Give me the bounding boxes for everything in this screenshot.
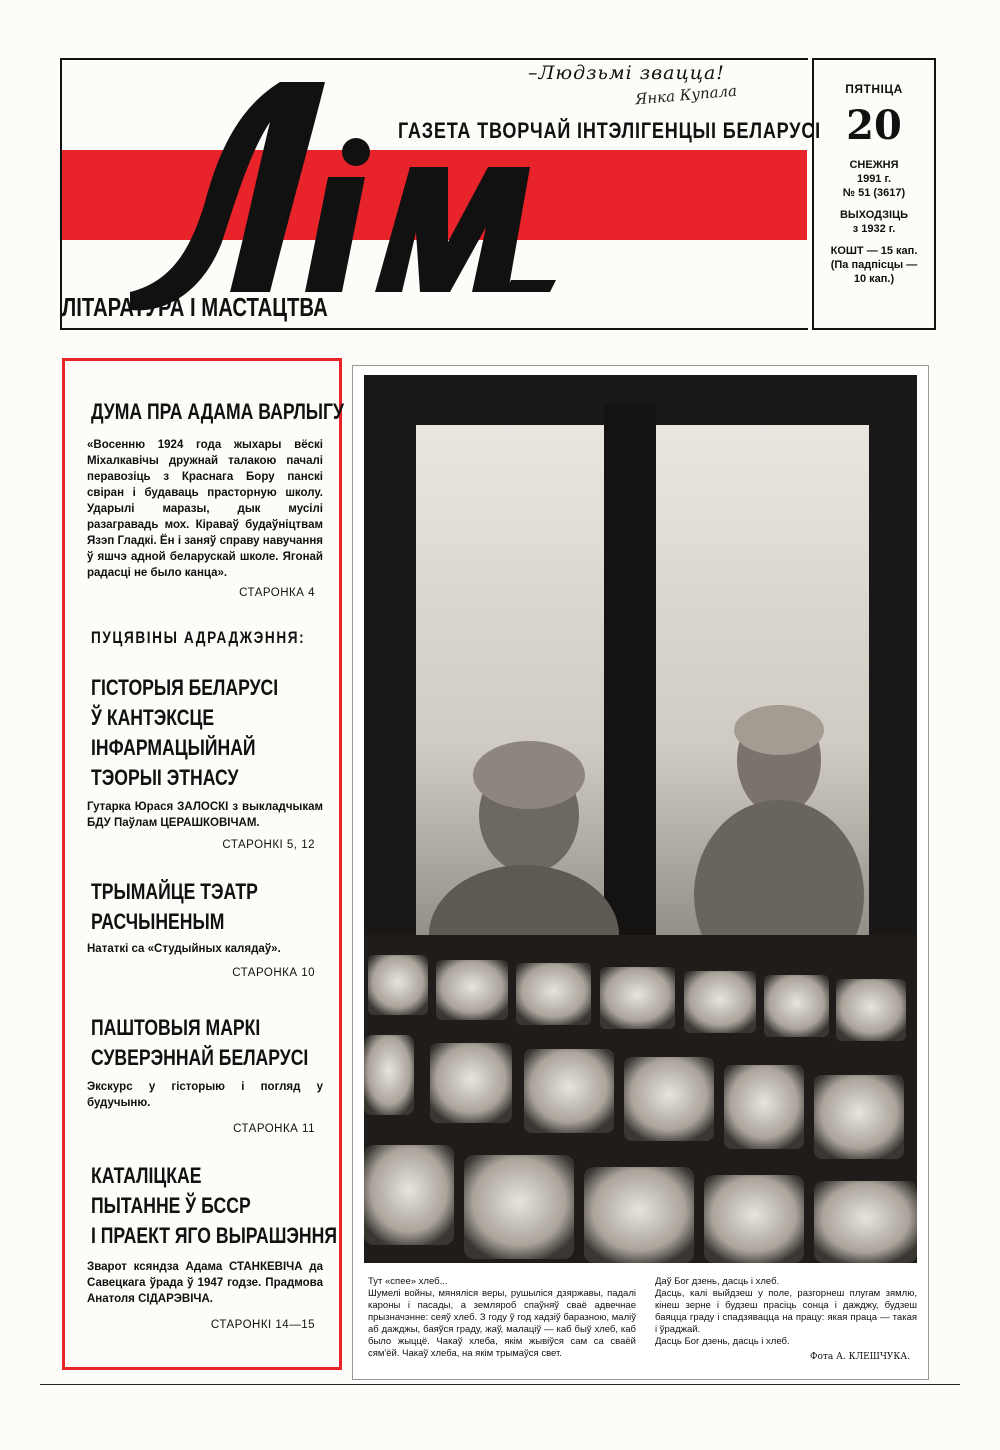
contents-box (62, 358, 342, 1370)
article-page-duma[interactable]: СТАРОНКА 4 (239, 587, 315, 599)
issue-weekday: ПЯТНІЦА (845, 82, 903, 96)
newspaper-name: ЛІТАРАТУРА І МАСТАЦТВА (62, 292, 328, 322)
issue-month: СНЕЖНЯ (849, 159, 899, 171)
caption-left-title: Тут «спее» хлеб... (368, 1276, 448, 1287)
article-page-stamps[interactable]: СТАРОНКА 11 (233, 1123, 315, 1135)
article-title-catholic-3[interactable]: І ПРАЕКТ ЯГО ВЫРАШЭННЯ (91, 1223, 337, 1248)
published-label: ВЫХОДЗІЦЬ (839, 209, 909, 221)
kupala-signature: Янка Купала (634, 81, 738, 109)
article-page-history[interactable]: СТАРОНКІ 5, 12 (222, 839, 315, 851)
article-title-history-4[interactable]: ТЭОРЫІ ЭТНАСУ (91, 765, 239, 790)
article-lead-duma: «Восенню 1924 года жыхары вёскі Міхалкавічы дружнай талакою пачалі перавозіць з Краснага Бору панскі свіран і будаваць прасторную школу. Ударылі маразы, дык мусілі разагравадь мох. Кіраваў будаўніцтвам Язэп Гладкі. Ён і заняў справу навучання ў яшчэ адной беларускай школе. Ягонай радасці не было канца». (87, 439, 323, 579)
issue-number: № 51 (3617) (842, 187, 906, 199)
article-title-history-2[interactable]: Ў КАНТЭКСЦЕ (91, 705, 215, 730)
article-lead-catholic: Зварот ксяндза Адама СТАНКЕВІЧА да Савецкага ўрада ў 1947 годзе. Прадмова Анатоля СІДАРЭВІЧА. (87, 1261, 323, 1305)
subscription-price-1: (Па падпісцы — (830, 259, 918, 271)
lim-logo (110, 52, 570, 332)
article-lead-stamps: Экскурс у гісторыю і погляд у будучыню. (87, 1081, 323, 1109)
article-page-catholic[interactable]: СТАРОНКІ 14—15 (210, 1319, 315, 1331)
caption-right-title: Даў Бог дзень, дасць і хлеб. (655, 1276, 780, 1287)
published-since: з 1932 г. (852, 223, 896, 235)
caption-right-text: Дасць, калі выйдзеш у поле, разгорнеш плугам зямлю, кінеш зерне і будзеш прасіць сонца і дажджу, будзеш баяцца граду і спадзявацца на працу: якая праца — такая і ўраджай. (655, 1288, 917, 1335)
issue-price: КОШТ — 15 кап. (830, 245, 918, 257)
article-title-stamps-1[interactable]: ПАШТОВЫЯ МАРКІ (91, 1015, 261, 1040)
bread-window-photo (364, 375, 917, 1263)
section-heading: ПУЦЯВІНЫ АДРАДЖЭННЯ: (91, 628, 306, 647)
motto: –Людзьмі звацца! (528, 62, 725, 84)
article-title-stamps-2[interactable]: СУВЕРЭННАЙ БЕЛАРУСІ (91, 1045, 309, 1070)
article-title-theatre-2[interactable]: РАСЧЫНЕНЫМ (91, 909, 225, 934)
article-title-catholic-1[interactable]: КАТАЛІЦКАЕ (91, 1163, 202, 1188)
subscription-price-2: 10 кап.) (853, 273, 895, 285)
issue-day: 20 (846, 102, 902, 149)
article-title-history-1[interactable]: ГІСТОРЫЯ БЕЛАРУСІ (91, 675, 279, 700)
article-title-theatre-1[interactable]: ТРЫМАЙЦЕ ТЭАТР (91, 879, 258, 904)
article-lead-theatre: Нататкі са «Студыйных калядаў». (87, 943, 281, 955)
issue-date-box (812, 58, 936, 330)
article-title-duma[interactable]: ДУМА ПРА АДАМА ВАРЛЫГУ (91, 399, 344, 424)
photo-credit: Фота А. КЛЕШЧУКА. (810, 1352, 911, 1362)
newspaper-subtitle: ГАЗЕТА ТВОРЧАЙ ІНТЭЛІГЕНЦЫІ БЕЛАРУСІ (398, 118, 822, 143)
article-title-history-3[interactable]: ІНФАРМАЦЫЙНАЙ (91, 735, 256, 760)
caption-left-text: Шумелі войны, мяняліся веры, рушыліся дзяржавы, падалі кароны і пасады, а земляроб спаўняў сваё адвечнае прызначэнне: сеяў хлеб. З году ў год хадзіў баразною, маліў аб дажджы, баяўся граду, жаў, малаціў — каб быў хлеб, каб было жыццё. Чакаў хлеба, якім жывіўся сам са сваёй сям'ёй. Чакаў хлеба, на якім трымаўся свет. (368, 1288, 636, 1359)
article-lead-history: Гутарка Юрася ЗАЛОСКІ з выкладчыкам БДУ Паўлам ЦЕРАШКОВІЧАМ. (87, 801, 323, 829)
footer-rule (40, 1384, 960, 1385)
caption-right-end: Дасць Бог дзень, дасць і хлеб. (655, 1336, 790, 1347)
issue-year: 1991 г. (856, 173, 892, 185)
article-page-theatre[interactable]: СТАРОНКА 10 (232, 967, 315, 979)
article-title-catholic-2[interactable]: ПЫТАННЕ Ў БССР (91, 1193, 251, 1218)
